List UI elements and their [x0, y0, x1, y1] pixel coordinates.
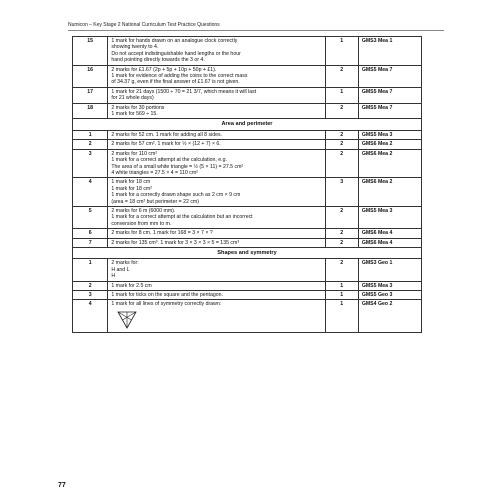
page-header: Numicon – Key Stage 2 National Curriculum Test Practice Questions — [68, 22, 444, 31]
marks-value: 1 — [325, 291, 358, 300]
question-number: 2 — [73, 140, 108, 149]
description-line: 1 mark for 21 days (1500 ÷ 70 = 21 3/7, which means it will last — [111, 88, 257, 95]
curriculum-reference: GMS5 Mea 7 — [358, 87, 421, 103]
table-row — [73, 65, 422, 87]
description-line: 2 marks for: — [111, 260, 139, 267]
description-line: 1 mark for a correct attempt at the calculation but an incorrect — [111, 214, 253, 221]
description-line: 1 mark for all lines of symmetry correctly drawn: — [111, 301, 222, 308]
mark-description — [108, 178, 325, 207]
table-row — [73, 259, 422, 281]
description-line: 1 mark for 18 cm — [111, 179, 151, 186]
marks-value: 2 — [325, 229, 358, 238]
description-line: 1 mark for a correctly drawn shape such as 2 cm × 9 cm — [111, 192, 241, 199]
description-line: 2 marks for 8 cm. 1 mark for 168 = 3 × 7 × ? — [111, 230, 213, 237]
table-row — [73, 281, 422, 290]
marks-value: 2 — [325, 103, 358, 119]
marks-value: 2 — [325, 206, 358, 228]
question-number: 3 — [73, 149, 108, 178]
table-row — [73, 103, 422, 119]
mark-description — [108, 259, 325, 281]
question-number: 7 — [73, 238, 108, 247]
description-line: 1 mark for evidence of adding the coins to the correct mass — [111, 73, 248, 80]
question-number: 3 — [73, 291, 108, 300]
marks-value: 1 — [325, 281, 358, 290]
description-line: 2 marks for £1.67 (2p + 5p + 10p + 50p + £1). — [111, 66, 217, 73]
description-line: 1 mark for 2.5 cm — [111, 282, 152, 289]
question-number: 5 — [73, 206, 108, 228]
curriculum-reference: GMS6 Mea 4 — [358, 229, 421, 238]
table-row — [73, 140, 422, 149]
description-line: (area = 18 cm² but perimeter = 22 cm) — [111, 198, 199, 205]
page-number: 77 — [58, 482, 66, 489]
curriculum-reference: GMS3 Geo 1 — [358, 259, 421, 281]
marks-value: 1 — [325, 300, 358, 332]
curriculum-reference: GMS3 Mea 1 — [358, 37, 421, 66]
section-heading-row — [73, 247, 422, 258]
marks-value: 3 — [325, 178, 358, 207]
marks-value: 1 — [325, 37, 358, 66]
description-line: H — [111, 273, 116, 280]
table-row — [73, 130, 422, 139]
question-number: 4 — [73, 300, 108, 332]
mark-description — [108, 281, 325, 290]
mark-description — [108, 229, 325, 238]
mark-description — [108, 291, 325, 300]
description-line: 1 mark for ticks on the square and the pentagon. — [111, 292, 223, 298]
description-line: of 34.37 g, even if the final answer of £1.67 is not given. — [111, 79, 240, 86]
curriculum-reference: GMS4 Geo 2 — [358, 300, 421, 332]
mark-scheme-table — [72, 36, 422, 333]
description-line: 1 mark for a correct attempt at the calculation, e.g. — [111, 157, 227, 164]
description-line: 2 marks for 6 m (6000 mm). — [111, 207, 176, 214]
triangle-symmetry-icon — [117, 311, 137, 329]
question-number: 4 — [73, 178, 108, 207]
description-line: for 21 whole days) — [111, 95, 154, 102]
question-number: 1 — [73, 130, 108, 139]
mark-description — [108, 37, 325, 66]
marks-value: 2 — [325, 140, 358, 149]
mark-description — [108, 140, 325, 149]
description-line: showing twenty to 4. — [111, 44, 159, 51]
curriculum-reference: GMS6 Mea 2 — [358, 149, 421, 178]
table-body — [73, 37, 422, 333]
description-line: conversion from mm to m. — [111, 220, 172, 227]
mark-description — [108, 130, 325, 139]
marks-value: 2 — [325, 149, 358, 178]
table-row — [73, 149, 422, 178]
table-row — [73, 178, 422, 207]
section-heading-row — [73, 119, 422, 130]
description-line: 2 marks for 52 cm. 1 mark for adding all 8 sides. — [111, 131, 223, 138]
question-number: 17 — [73, 87, 108, 103]
description-line: H and L — [111, 266, 130, 273]
description-line: The area of a small white triangle = ½ (5 × 11) = 27.5 cm² — [111, 163, 244, 170]
table-row — [73, 87, 422, 103]
curriculum-reference: GMS6 Mea 2 — [358, 178, 421, 207]
mark-description — [108, 238, 325, 247]
mark-description — [108, 149, 325, 178]
question-number: 15 — [73, 37, 108, 66]
question-number: 16 — [73, 65, 108, 87]
mark-description — [108, 300, 325, 332]
curriculum-reference: GMS5 Geo 3 — [358, 291, 421, 300]
mark-description — [108, 65, 325, 87]
mark-description — [108, 206, 325, 228]
curriculum-reference: GMS5 Mea 3 — [358, 281, 421, 290]
curriculum-reference: GMS5 Mea 3 — [358, 206, 421, 228]
table-row — [73, 229, 422, 238]
mark-description — [108, 87, 325, 103]
section-heading: Area and perimeter — [73, 119, 422, 130]
question-number: 2 — [73, 281, 108, 290]
curriculum-reference: GMS5 Mea 3 — [358, 130, 421, 139]
description-line: 2 marks for 110 cm² — [111, 150, 158, 157]
question-number: 1 — [73, 259, 108, 281]
description-line: 2 marks for 135 cm³. 1 mark for 3 × 3 × 3 × 5 = 135 cm³ — [111, 239, 240, 246]
marks-value: 2 — [325, 130, 358, 139]
description-line: 4 white triangles = 27.5 × 4 = 110 cm² — [111, 169, 198, 176]
description-line: 1 mark for 18 cm² — [111, 185, 152, 192]
curriculum-reference: GMS6 Mea 2 — [358, 140, 421, 149]
curriculum-reference: GMS5 Mea 7 — [358, 65, 421, 87]
curriculum-reference: GMS5 Mea 7 — [358, 103, 421, 119]
marks-value: 2 — [325, 65, 358, 87]
question-number: 18 — [73, 103, 108, 119]
table-row — [73, 206, 422, 228]
table-row — [73, 291, 422, 300]
table-row — [73, 37, 422, 66]
marks-value: 2 — [325, 238, 358, 247]
question-number: 6 — [73, 229, 108, 238]
section-heading: Shapes and symmetry — [73, 247, 422, 258]
description-line: Do not accept indistinguishable hand lengths or the hour — [111, 50, 241, 57]
table-row — [73, 238, 422, 247]
marks-value: 1 — [325, 87, 358, 103]
mark-description — [108, 103, 325, 119]
description-line: 1 mark for 569 ÷ 15. — [111, 111, 158, 118]
curriculum-reference: GMS6 Mea 4 — [358, 238, 421, 247]
table-row — [73, 300, 422, 332]
marks-value: 2 — [325, 259, 358, 281]
description-line: 2 marks for 30 portions — [111, 104, 165, 111]
description-line: 1 mark for hands drawn on an analogue clock correctly — [111, 38, 238, 44]
description-line: hand pointing directly towards the 3 or 4. — [111, 57, 205, 64]
description-line: 2 marks for 57 cm². 1 mark for ½ × (12 + 7) × 6. — [111, 141, 221, 148]
